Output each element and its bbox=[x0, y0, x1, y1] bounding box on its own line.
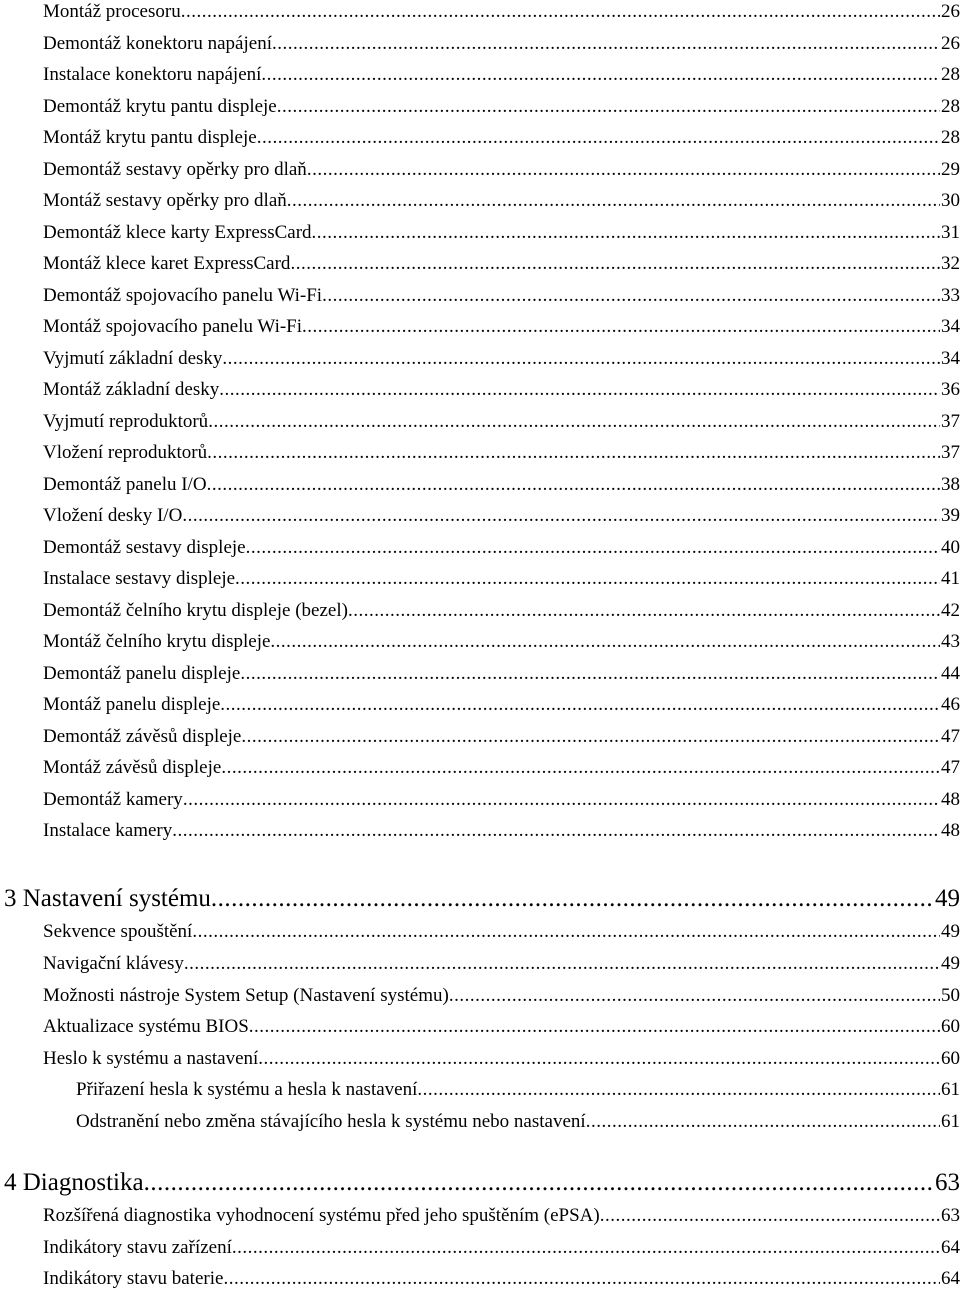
toc-subentry[interactable] bbox=[76, 1111, 960, 1133]
dot-leader bbox=[235, 568, 940, 590]
toc-entry[interactable] bbox=[43, 1268, 960, 1290]
toc-entry-page: 32 bbox=[941, 253, 960, 274]
toc-entry-title: Sekvence spouštění bbox=[43, 921, 193, 942]
toc-entry[interactable] bbox=[43, 253, 960, 275]
toc-entry[interactable] bbox=[43, 316, 960, 338]
toc-entry-title: Demontáž kamery bbox=[43, 789, 183, 810]
toc-entry-page: 60 bbox=[941, 1048, 960, 1069]
toc-entry[interactable] bbox=[43, 64, 960, 86]
dot-leader bbox=[192, 921, 940, 943]
toc-entry-page: 26 bbox=[941, 1, 960, 22]
toc-entry-title: Demontáž konektoru napájení bbox=[43, 33, 272, 54]
toc-entry-page: 64 bbox=[941, 1268, 960, 1289]
toc-entry[interactable] bbox=[43, 442, 960, 464]
toc-entry[interactable] bbox=[43, 1048, 960, 1070]
toc-entry-title: Montáž závěsů displeje bbox=[43, 757, 222, 778]
toc-entry-page: 41 bbox=[941, 568, 960, 589]
toc-entry-title: Montáž klece karet ExpressCard bbox=[43, 253, 291, 274]
toc-entry-page: 28 bbox=[941, 127, 960, 148]
toc-entry-page: 26 bbox=[941, 33, 960, 54]
dot-leader bbox=[307, 159, 940, 181]
toc-subentry-page: 61 bbox=[941, 1111, 960, 1132]
dot-leader bbox=[222, 348, 940, 370]
dot-leader bbox=[261, 64, 940, 86]
toc-entry-title: Demontáž panelu displeje bbox=[43, 663, 241, 684]
dot-leader bbox=[586, 1111, 940, 1133]
toc-entry[interactable] bbox=[43, 33, 960, 55]
dot-leader bbox=[172, 820, 940, 842]
toc-entry[interactable] bbox=[43, 757, 960, 779]
dot-leader bbox=[240, 663, 940, 685]
toc-entry[interactable] bbox=[43, 953, 960, 975]
toc-subentry[interactable] bbox=[76, 1079, 960, 1101]
toc-entry-page: 28 bbox=[941, 96, 960, 117]
dot-leader bbox=[184, 953, 940, 975]
toc-entry-title: Rozšířená diagnostika vyhodnocení systému před jeho spuštěním (ePSA) bbox=[43, 1205, 600, 1226]
toc-entry-title: Montáž spojovacího panelu Wi-Fi bbox=[43, 316, 303, 337]
dot-leader bbox=[287, 190, 940, 212]
dot-leader bbox=[219, 379, 940, 401]
dot-leader bbox=[207, 442, 940, 464]
toc-entry[interactable] bbox=[43, 505, 960, 527]
dot-leader bbox=[417, 1079, 940, 1101]
toc-entry[interactable] bbox=[43, 1, 960, 23]
toc-entry[interactable] bbox=[43, 663, 960, 685]
toc-entry[interactable] bbox=[43, 411, 960, 433]
toc-entry[interactable] bbox=[43, 726, 960, 748]
dot-leader bbox=[182, 505, 940, 527]
toc-subentry-page: 61 bbox=[941, 1079, 960, 1100]
toc-entry-title: Demontáž krytu pantu displeje bbox=[43, 96, 277, 117]
dot-leader bbox=[449, 985, 940, 1007]
toc-entry[interactable] bbox=[43, 1205, 960, 1227]
dot-leader bbox=[290, 253, 940, 275]
toc-entry-title: Vložení reproduktorů bbox=[43, 442, 208, 463]
toc-entry-title: Montáž krytu pantu displeje bbox=[43, 127, 257, 148]
toc-entry[interactable] bbox=[43, 127, 960, 149]
dot-leader bbox=[258, 1048, 940, 1070]
toc-entry[interactable] bbox=[43, 1237, 960, 1259]
toc-entry-title: Vložení desky I/O bbox=[43, 505, 183, 526]
toc-entry-page: 37 bbox=[941, 442, 960, 463]
toc-entry-page: 43 bbox=[941, 631, 960, 652]
toc-chapter-title: 3 Nastavení systému bbox=[4, 885, 211, 912]
dot-leader bbox=[207, 474, 940, 496]
dot-leader bbox=[220, 694, 940, 716]
toc-entry[interactable] bbox=[43, 921, 960, 943]
dot-leader bbox=[181, 1, 940, 23]
toc-entry-title: Instalace kamery bbox=[43, 820, 173, 841]
toc-subentry-title: Přiřazení hesla k systému a hesla k nastavení bbox=[76, 1079, 418, 1100]
toc-entry-page: 39 bbox=[941, 505, 960, 526]
toc-entry-title: Montáž základní desky bbox=[43, 379, 220, 400]
toc-entry-title: Montáž panelu displeje bbox=[43, 694, 221, 715]
toc-entry-title: Demontáž sestavy displeje bbox=[43, 537, 246, 558]
toc-entry-page: 29 bbox=[941, 159, 960, 180]
dot-leader bbox=[302, 316, 940, 338]
toc-entry-title: Montáž čelního krytu displeje bbox=[43, 631, 271, 652]
dot-leader bbox=[249, 1016, 940, 1038]
toc-entry-page: 49 bbox=[941, 921, 960, 942]
dot-leader bbox=[600, 1205, 940, 1227]
toc-entry-page: 48 bbox=[941, 820, 960, 841]
toc-entry-title: Demontáž klece karty ExpressCard bbox=[43, 222, 312, 243]
toc-entry[interactable] bbox=[43, 379, 960, 401]
toc-entry-page: 42 bbox=[941, 600, 960, 621]
toc-subentry-title: Odstranění nebo změna stávajícího hesla k systému nebo nastavení bbox=[76, 1111, 586, 1132]
toc-entry-title: Vyjmutí reproduktorů bbox=[43, 411, 209, 432]
toc-entry-page: 44 bbox=[941, 663, 960, 684]
toc-chapter-page: 49 bbox=[935, 885, 960, 912]
dot-leader bbox=[241, 726, 940, 748]
toc-entry-title: Montáž procesoru bbox=[43, 1, 181, 22]
toc-entry-page: 47 bbox=[941, 757, 960, 778]
toc-entry-title: Montáž sestavy opěrky pro dlaň bbox=[43, 190, 287, 211]
toc-entry-title: Navigační klávesy bbox=[43, 953, 184, 974]
toc-entry[interactable] bbox=[43, 985, 960, 1007]
toc-entry-page: 37 bbox=[941, 411, 960, 432]
toc-entry[interactable] bbox=[43, 159, 960, 181]
dot-leader bbox=[257, 127, 940, 149]
toc-entry-title: Možnosti nástroje System Setup (Nastavení systému) bbox=[43, 985, 449, 1006]
toc-entry-page: 64 bbox=[941, 1237, 960, 1258]
toc-entry-page: 36 bbox=[941, 379, 960, 400]
toc-entry-page: 34 bbox=[941, 348, 960, 369]
toc-entry[interactable] bbox=[43, 190, 960, 212]
toc-entry[interactable] bbox=[43, 631, 960, 653]
toc-entry[interactable] bbox=[43, 474, 960, 496]
toc-entry-title: Demontáž panelu I/O bbox=[43, 474, 207, 495]
toc-entry-title: Indikátory stavu zařízení bbox=[43, 1237, 232, 1258]
toc-chapter-heading[interactable] bbox=[4, 1169, 960, 1197]
toc-entry-page: 30 bbox=[941, 190, 960, 211]
toc-chapter-title: 4 Diagnostika bbox=[4, 1169, 144, 1196]
dot-leader bbox=[322, 285, 940, 307]
dot-leader bbox=[246, 537, 940, 559]
toc-entry-title: Aktualizace systému BIOS bbox=[43, 1016, 249, 1037]
toc-entry[interactable] bbox=[43, 1016, 960, 1038]
toc-entry-page: 47 bbox=[941, 726, 960, 747]
toc-entry-title: Instalace sestavy displeje bbox=[43, 568, 236, 589]
toc-entry-title: Heslo k systému a nastavení bbox=[43, 1048, 259, 1069]
toc-entry-page: 50 bbox=[941, 985, 960, 1006]
toc-entry-page: 49 bbox=[941, 953, 960, 974]
toc-entry[interactable] bbox=[43, 789, 960, 811]
toc-chapter-heading[interactable] bbox=[4, 885, 960, 913]
toc-entry-page: 28 bbox=[941, 64, 960, 85]
toc-entry-title: Demontáž sestavy opěrky pro dlaň bbox=[43, 159, 307, 180]
dot-leader bbox=[221, 757, 940, 779]
toc-entry[interactable] bbox=[43, 348, 960, 370]
dot-leader bbox=[144, 1169, 934, 1197]
toc-entry-title: Demontáž čelního krytu displeje (bezel) bbox=[43, 600, 348, 621]
toc-entry-page: 38 bbox=[941, 474, 960, 495]
toc-entry[interactable] bbox=[43, 222, 960, 244]
toc-entry[interactable] bbox=[43, 820, 960, 842]
toc-entry-page: 31 bbox=[941, 222, 960, 243]
dot-leader bbox=[232, 1237, 940, 1259]
toc-entry-title: Instalace konektoru napájení bbox=[43, 64, 262, 85]
toc-entry-title: Indikátory stavu baterie bbox=[43, 1268, 224, 1289]
toc-entry[interactable] bbox=[43, 285, 960, 307]
toc-entry-page: 40 bbox=[941, 537, 960, 558]
dot-leader bbox=[223, 1268, 940, 1290]
toc-entry[interactable] bbox=[43, 537, 960, 559]
toc-chapter-page: 63 bbox=[935, 1169, 960, 1196]
dot-leader bbox=[208, 411, 940, 433]
toc-entry-page: 48 bbox=[941, 789, 960, 810]
dot-leader bbox=[348, 600, 940, 622]
toc-entry-title: Vyjmutí základní desky bbox=[43, 348, 223, 369]
dot-leader bbox=[312, 222, 940, 244]
toc-entry-title: Demontáž spojovacího panelu Wi-Fi bbox=[43, 285, 323, 306]
toc-entry[interactable] bbox=[43, 568, 960, 590]
toc-entry-page: 60 bbox=[941, 1016, 960, 1037]
toc-entry-page: 46 bbox=[941, 694, 960, 715]
dot-leader bbox=[211, 885, 934, 913]
toc-entry[interactable] bbox=[43, 600, 960, 622]
dot-leader bbox=[183, 789, 940, 811]
dot-leader bbox=[270, 631, 940, 653]
toc-entry-page: 63 bbox=[941, 1205, 960, 1226]
toc-entry[interactable] bbox=[43, 96, 960, 118]
toc-entry[interactable] bbox=[43, 694, 960, 716]
dot-leader bbox=[277, 96, 940, 118]
toc-entry-page: 34 bbox=[941, 316, 960, 337]
toc-entry-title: Demontáž závěsů displeje bbox=[43, 726, 242, 747]
dot-leader bbox=[272, 33, 940, 55]
toc-entry-page: 33 bbox=[941, 285, 960, 306]
